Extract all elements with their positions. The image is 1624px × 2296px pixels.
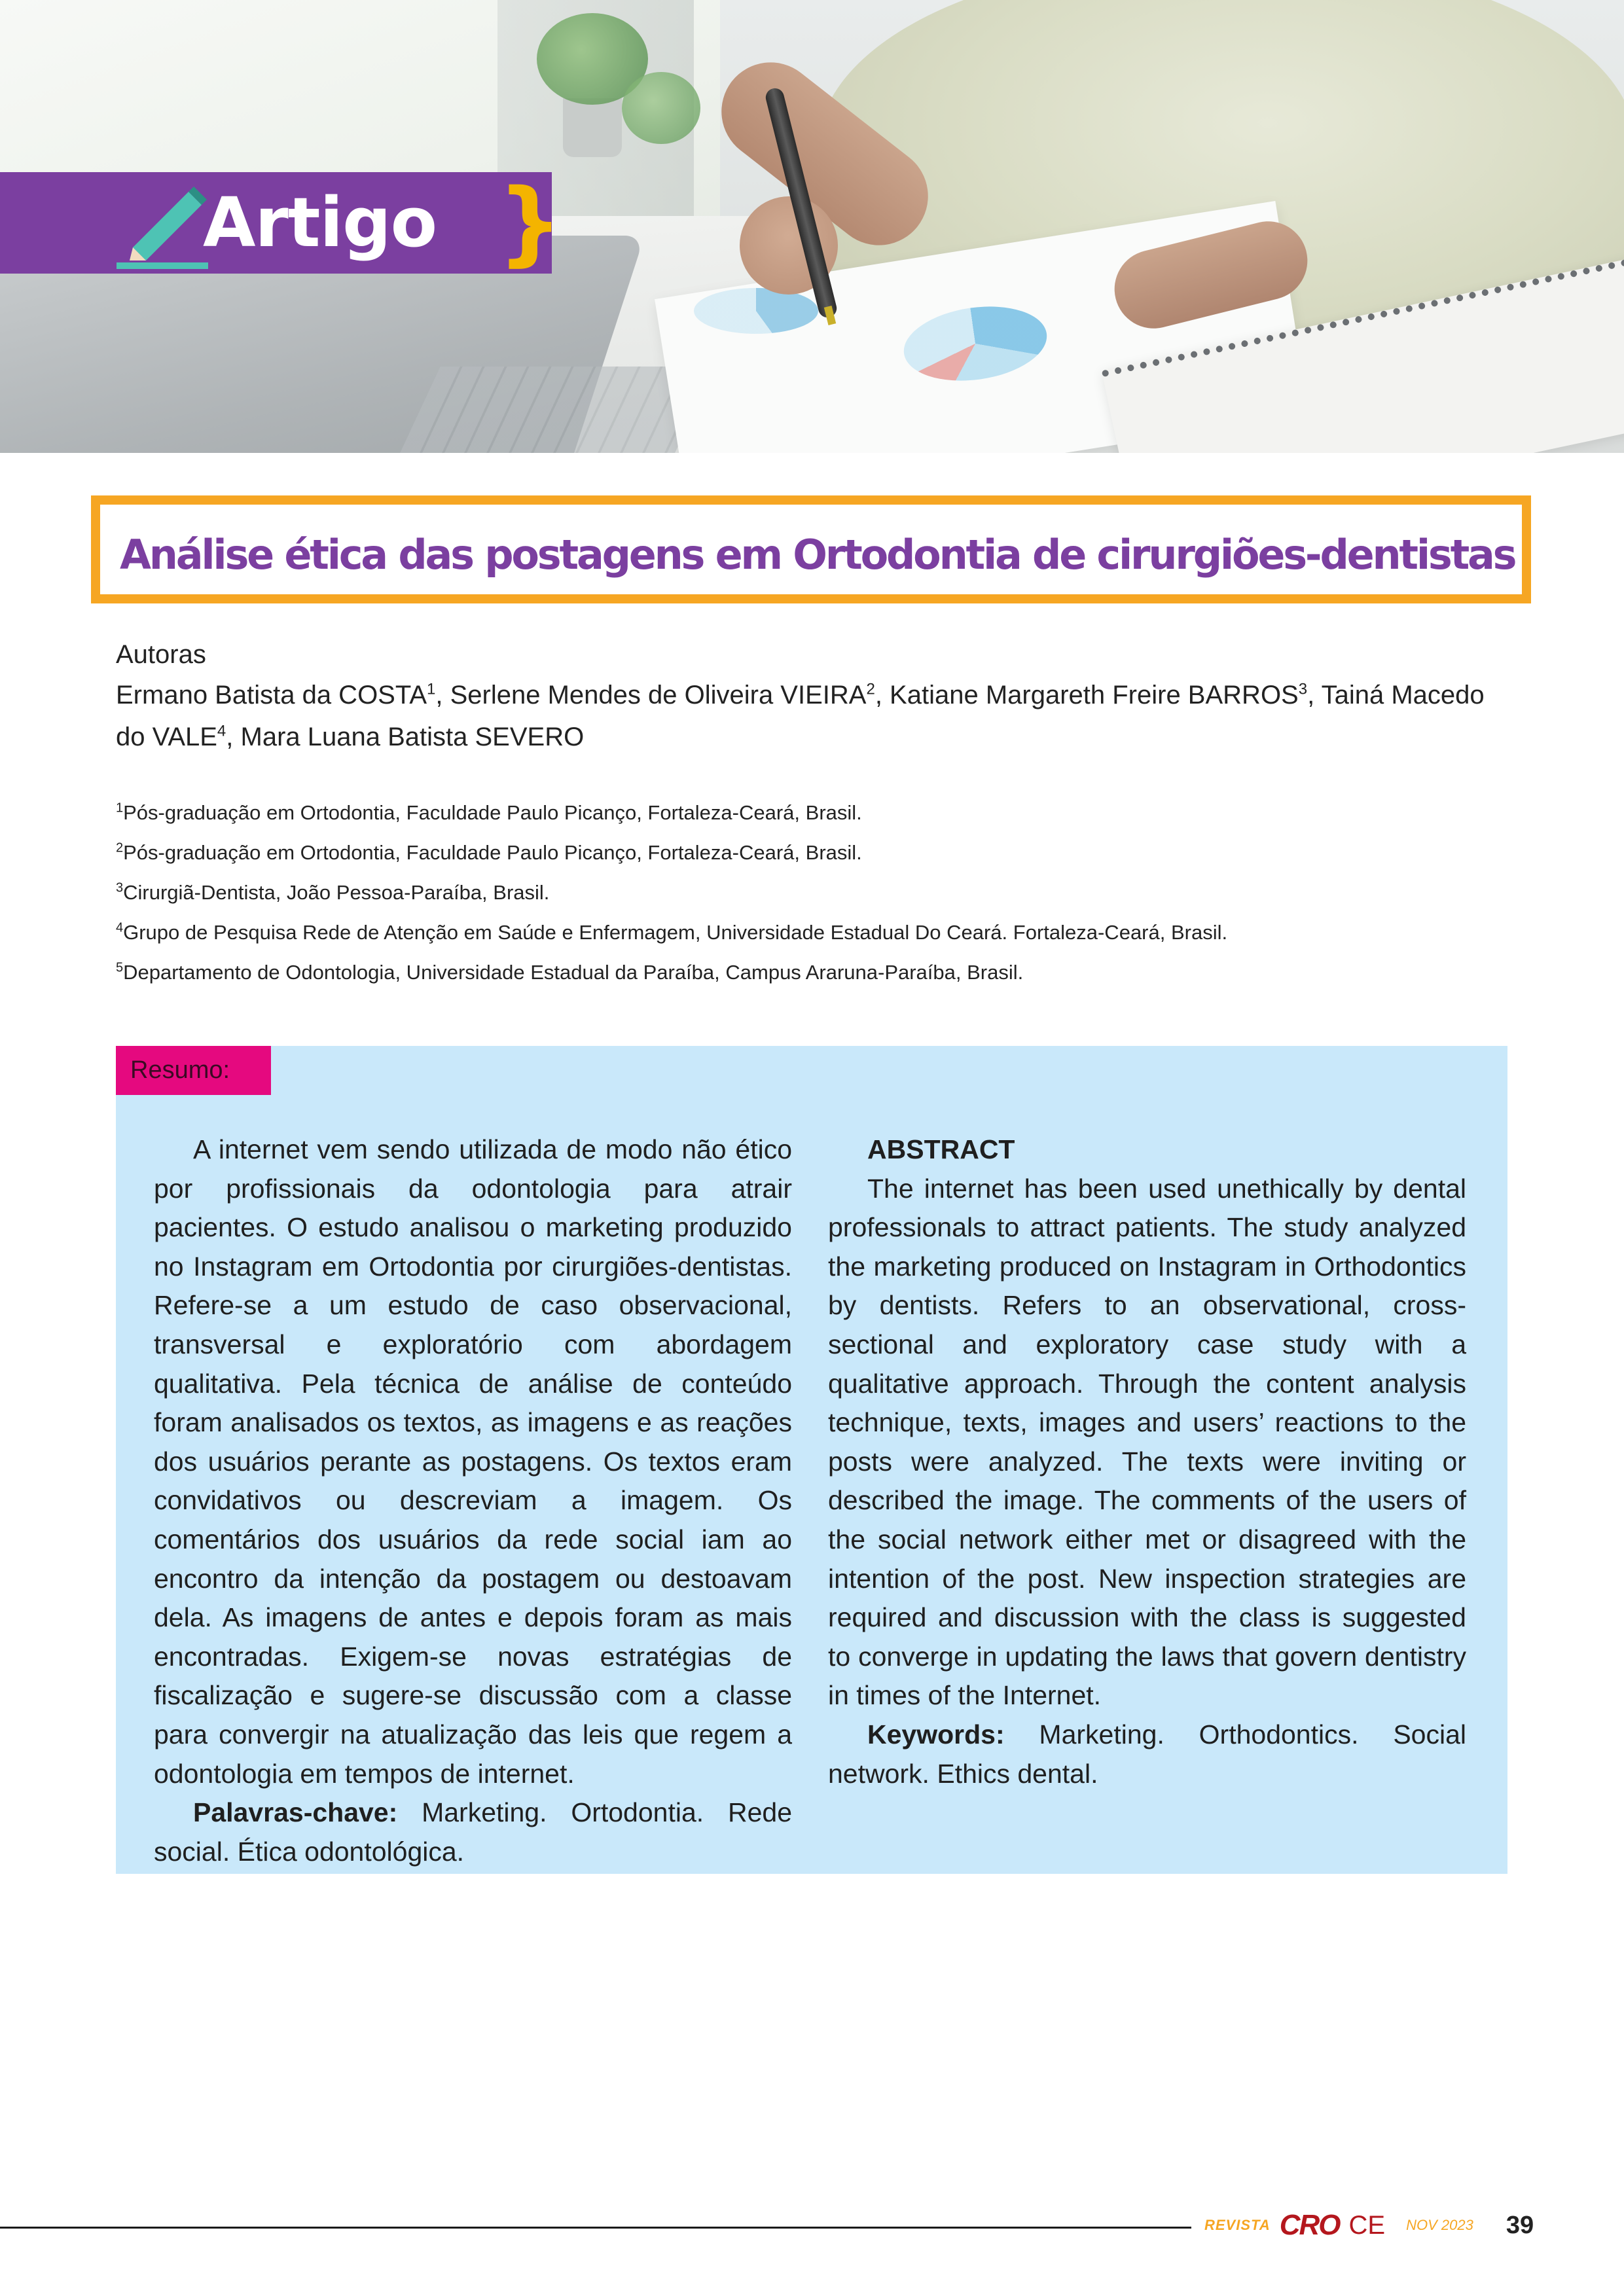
cro-logo: CRO <box>1279 2209 1340 2241</box>
affiliation-text: Pós-graduação em Ortodontia, Faculdade Paulo Picanço, Fortaleza-Ceará, Brasil. <box>123 841 862 864</box>
author-name: Tainá Macedo do VALE <box>116 681 1485 751</box>
footer-revista-label: REVISTA <box>1204 2217 1271 2233</box>
article-title-box <box>91 495 1531 603</box>
affiliation-number: 4 <box>116 920 124 935</box>
article-title: Análise ética das postagens em Ortodontia de cirurgiões-dentistas <box>120 531 1515 579</box>
affiliations-list <box>116 793 1517 992</box>
resumo-text: A internet vem sendo utilizada de modo não ético por profissionais da odontologia para atrair pacientes. O estudo analisou o marketing produzido no Instagram em Ortodontia por cirurgiões-dentistas. Refere-se a um estudo de caso observacional, transversal e exploratório com abordagem qualitativa. Pela técnica de análise de conteúdo foram analisados os textos, as imagens e as reações dos usuários perante as postagens. Os textos eram convidativos ou descreviam a imagem. Os comentários dos usuários da rede social iam ao encontro da intenção da postagem ou destoavam dela. As imagens de antes e depois foram as mais encontradas. Exigem-se novas estratégias de fiscalização e sugere-se discussão com a classe para convergir na atualização das leis que regem a odontologia em tempos de internet. <box>154 1134 792 1789</box>
hero-paper-chart <box>694 288 818 334</box>
author-affil-ref: 3 <box>1298 680 1308 698</box>
affiliation-number: 2 <box>116 840 124 855</box>
resumo-keywords-text: Marketing. Ortodontia. Rede social. Ética odontológica. <box>154 1797 792 1867</box>
author-name: Serlene Mendes de Oliveira VIEIRA <box>450 681 867 709</box>
page-number: 39 <box>1506 2211 1534 2239</box>
abstract-heading-text: ABSTRACT <box>867 1134 1015 1164</box>
abstract-keywords-label: Keywords: <box>867 1719 1005 1749</box>
abstract-keywords-text: Marketing. Orthodontics. Social network. Ethics dental. <box>828 1719 1466 1789</box>
affiliation-text: Pós-graduação em Ortodontia, Faculdade Paulo Picanço, Fortaleza-Ceará, Brasil. <box>123 801 862 824</box>
affiliation-item <box>116 912 1517 952</box>
affiliation-item <box>116 793 1517 833</box>
footer-date: NOV 2023 <box>1406 2217 1473 2233</box>
ce-logo: CE <box>1348 2210 1386 2240</box>
resumo-tag: Resumo: <box>116 1046 271 1095</box>
pencil-icon <box>117 179 208 270</box>
authors-label: Autoras <box>116 640 206 669</box>
author-name: Katiane Margareth Freire BARROS <box>890 681 1299 709</box>
affiliation-number: 1 <box>116 800 124 816</box>
author-affil-ref: 2 <box>866 680 875 698</box>
affiliation-text: Cirurgiã-Dentista, João Pessoa-Paraíba, Brasil. <box>123 881 550 904</box>
author-name: Ermano Batista da COSTA <box>116 681 427 709</box>
banner-title: Artigo <box>203 183 437 262</box>
affiliation-item <box>116 952 1517 992</box>
author-separator: , <box>875 681 890 709</box>
authors-list <box>116 674 1517 758</box>
author-affil-ref: 4 <box>217 722 226 740</box>
abstract-keywords <box>828 1715 1466 1793</box>
affiliation-number: 5 <box>116 960 124 975</box>
affiliation-item <box>116 833 1517 872</box>
authors-block <box>116 635 1517 758</box>
footer <box>1204 2206 1534 2245</box>
author-separator: , <box>435 681 450 709</box>
resumo-column <box>154 1130 792 1871</box>
hero-plant-small <box>622 72 700 144</box>
affiliation-item <box>116 872 1517 912</box>
abstract-text: The internet has been used unethically by dental professionals to attract patients. The study analyzed the marketing produced on Instagram in Orthodontics by dentists. Refers to an observational, cross-sectional and exploratory case study with a qualitative approach. Through the content analysis technique, texts, images and users’ reactions to the posts were analyzed. The texts were inviting or described the image. The comments of the users of the social network either met or disagreed with the intention of the post. New inspection strategies are required and discussion with the class is suggested to converge in updating the laws that govern dentistry in times of the Internet. <box>828 1173 1466 1711</box>
footer-rule <box>0 2227 1191 2229</box>
affiliation-number: 3 <box>116 880 124 895</box>
hero-plant-pot <box>563 98 622 157</box>
author-affil-ref: 1 <box>427 680 436 698</box>
affiliation-text: Departamento de Odontologia, Universidade Estadual da Paraíba, Campus Araruna-Paraíba, Brasil. <box>123 961 1024 984</box>
author-name: Mara Luana Batista SEVERO <box>240 723 585 751</box>
abstract-heading <box>828 1130 1466 1170</box>
resumo-keywords <box>154 1793 792 1871</box>
abstract-column <box>828 1130 1466 1793</box>
section-banner <box>0 170 563 276</box>
brace-icon: } <box>497 170 563 276</box>
author-separator: , <box>226 723 241 751</box>
author-separator: , <box>1307 681 1322 709</box>
resumo-keywords-label: Palavras-chave: <box>193 1797 398 1828</box>
affiliation-text: Grupo de Pesquisa Rede de Atenção em Saúde e Enfermagem, Universidade Estadual Do Ceará. Fortaleza-Ceará, Brasil. <box>123 921 1228 944</box>
